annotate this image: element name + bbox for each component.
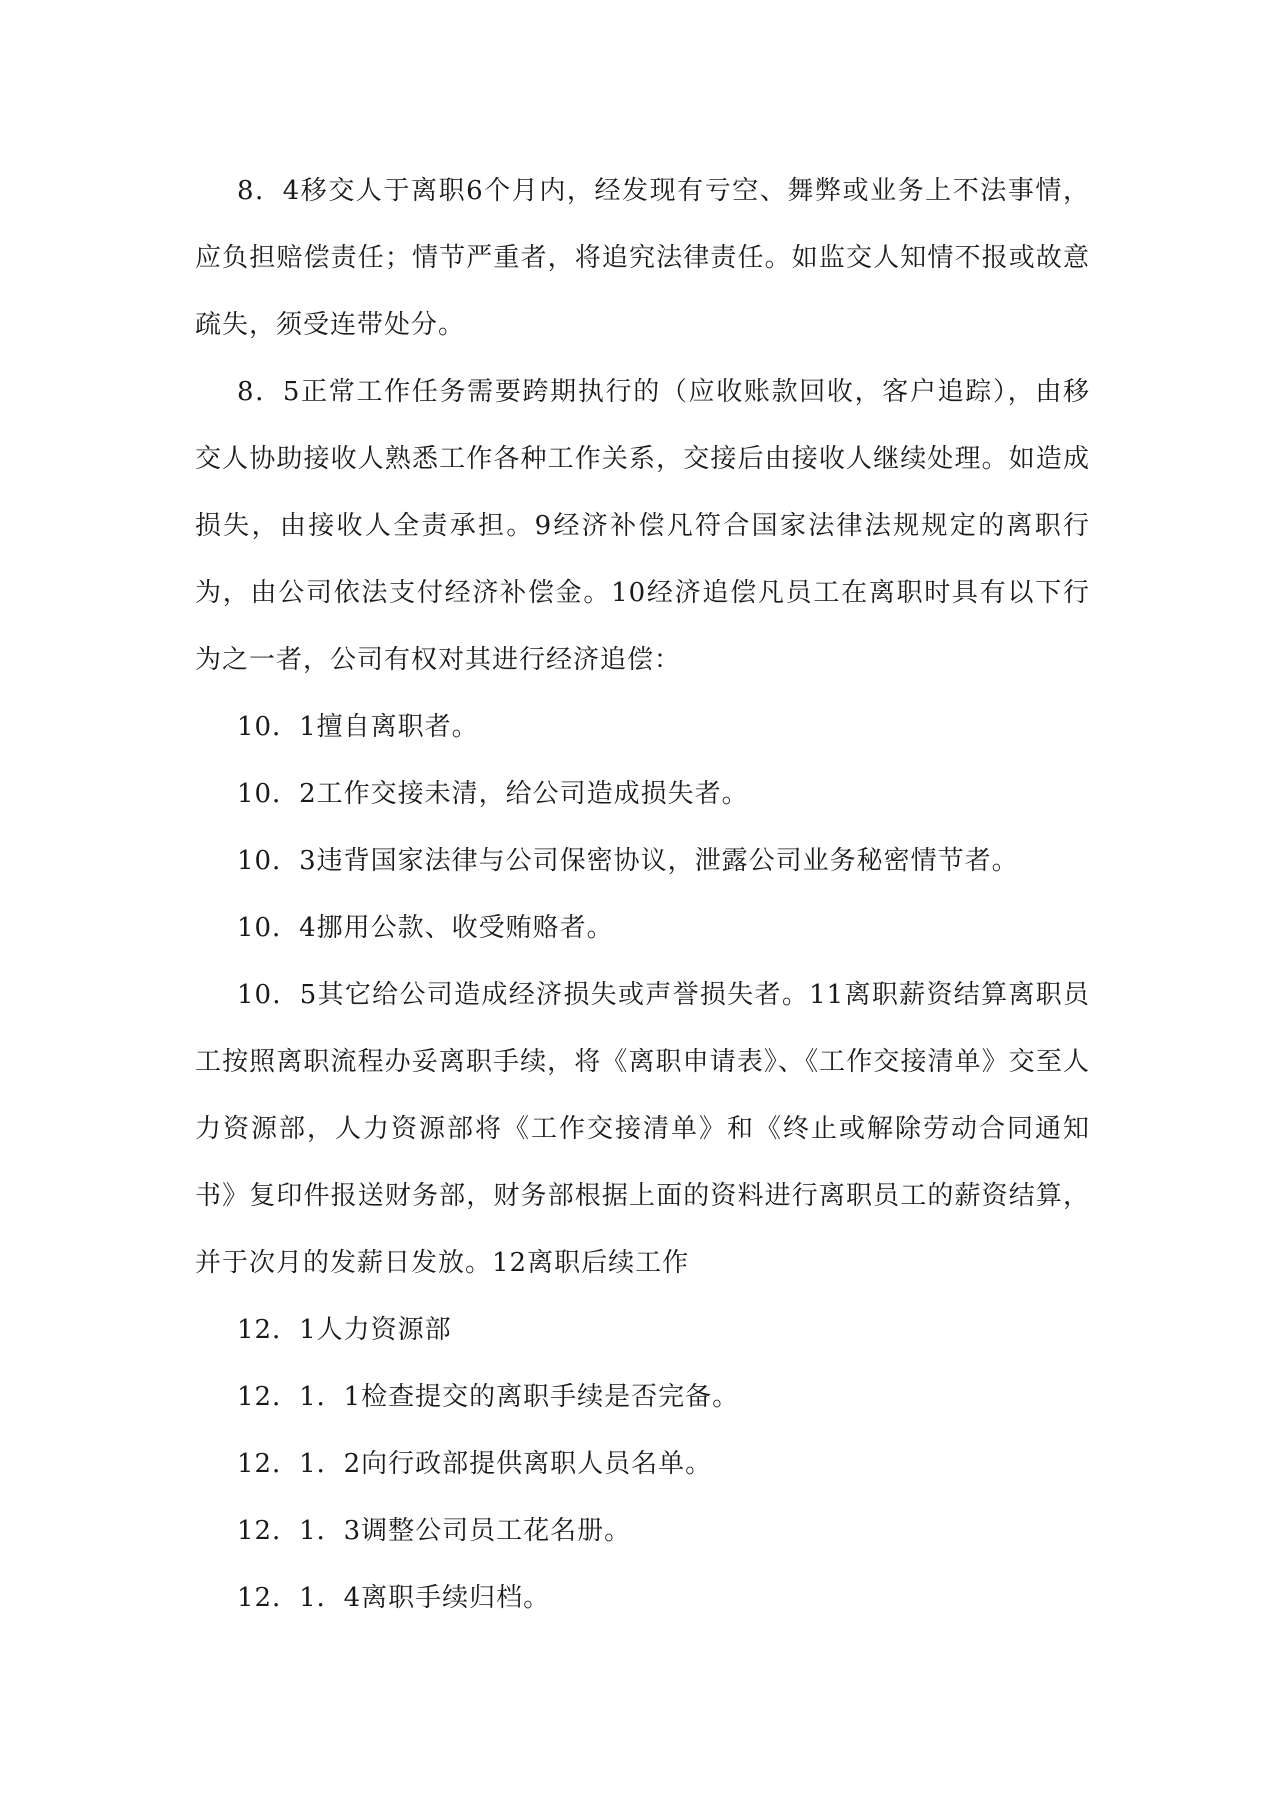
paragraph-10-4: 10．4挪用公款、收受贿赂者。 — [237, 913, 614, 943]
paragraph-10-2: 10．2工作交接未清，给公司造成损失者。 — [237, 779, 749, 809]
paragraph-10-1: 10．1擅自离职者。 — [237, 712, 479, 742]
paragraph-12-1-3: 12．1．3调整公司员工花名册。 — [237, 1516, 632, 1546]
paragraph-12-1-1: 12．1．1检查提交的离职手续是否完备。 — [237, 1382, 740, 1412]
paragraph-12-1-4: 12．1．4离职手续归档。 — [237, 1583, 551, 1613]
paragraph-10-5: 10．5其它给公司造成经济损失或声誉损失者。11离职薪资结算离职员工按照离职流程办妥离职手续，将《离职申请表》、《工作交接清单》交至人力资源部，人力资源部将《工作交接清单》和《终止或解除劳动合同通知书》复印件报送财务部，财务部根据上面的资料进行离职员工的薪资结算，并于次月的发薪日发放。12离职后续工作 — [195, 980, 1090, 1278]
paragraph-12-1: 12．1人力资源部 — [237, 1315, 452, 1345]
paragraph-10-3: 10．3违背国家法律与公司保密协议，泄露公司业务秘密情节者。 — [237, 846, 1019, 876]
paragraph-8-4: 8．4移交人于离职6个月内，经发现有亏空、舞弊或业务上不法事情，应负担赔偿责任；情节严重者，将追究法律责任。如监交人知情不报或故意疏失，须受连带处分。 — [195, 176, 1090, 340]
paragraph-8-5: 8．5正常工作任务需要跨期执行的（应收账款回收，客户追踪），由移交人协助接收人熟悉工作各种工作关系，交接后由接收人继续处理。如造成损失，由接收人全责承担。9经济补偿凡符合国家法律法规规定的离职行为，由公司依法支付经济补偿金。10经济追偿凡员工在离职时具有以下行为之一者，公司有权对其进行经济追偿： — [195, 377, 1090, 675]
paragraph-12-1-2: 12．1．2向行政部提供离职人员名单。 — [237, 1449, 713, 1479]
document-body — [195, 158, 1090, 1632]
